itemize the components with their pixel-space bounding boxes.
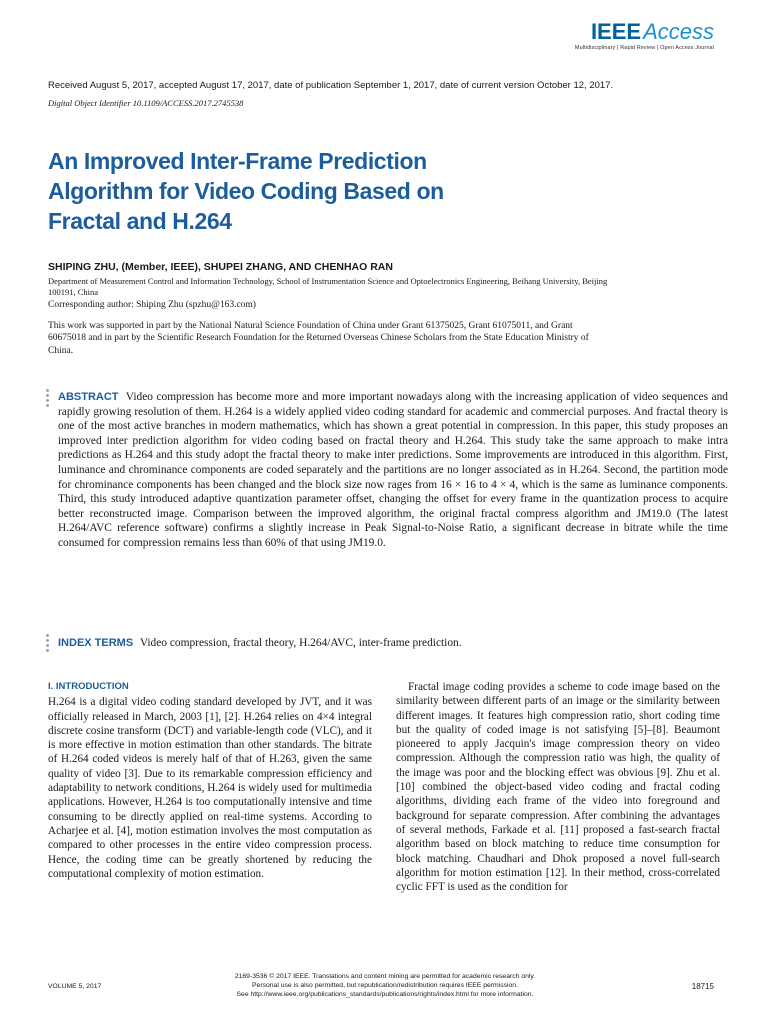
affiliation: Department of Measurement Control and Information Technology, School of Instrumentation Science and Optoelectronics Engineering, Beihang University, Beijing 100191, China bbox=[48, 276, 608, 297]
doi-line: Digital Object Identifier 10.1109/ACCESS.2017.2745538 bbox=[48, 98, 244, 108]
logo-tagline: Multidisciplinary | Rapid Review | Open Access Journal bbox=[574, 45, 714, 51]
corresponding-author: Corresponding author: Shiping Zhu (spzhu@163.com) bbox=[48, 300, 256, 310]
index-terms-text: Video compression, fractal theory, H.264/AVC, inter-frame prediction. bbox=[139, 637, 462, 649]
left-column bbox=[48, 680, 372, 881]
license-line: Personal use is also permitted, but republication/redistribution requires IEEE permission. bbox=[252, 982, 518, 989]
abstract-dots-icon bbox=[46, 389, 50, 409]
page-number: 18715 bbox=[691, 982, 714, 991]
right-column bbox=[396, 680, 720, 894]
index-terms bbox=[58, 636, 728, 651]
abstract-label: ABSTRACT bbox=[58, 391, 119, 403]
title-line: Fractal and H.264 bbox=[48, 208, 232, 234]
license-line: 2169-3536 © 2017 IEEE. Translations and content mining are permitted for academic research only. bbox=[234, 973, 536, 980]
received-dates: Received August 5, 2017, accepted August 17, 2017, date of publication September 1, 2017, date of current version October 12, 2017. bbox=[48, 80, 614, 91]
footer-license bbox=[190, 972, 580, 999]
logo-access-text: Access bbox=[643, 19, 714, 44]
intro-paragraph-right: Fractal image coding provides a scheme to code image based on the similarity between different parts of an image or the similarity between different images. It features high compression ratio, short coding time but the quality of coded image is not satisfying [5]–[8]. Beaumont pioneered to apply Jacquin's image compression theory on video compression. Although the compression ratio was high, the quality of the image was poor and the blocking effect was obvious [9]. Zhu et al. [10] combined the object-based video coding and fractal coding algorithms, dividing each frame of the video into foreground and background for separate compression. After combining the advantages of several methods, Farkade et al. [11] proposed a fast-search fractal algorithm based on block matching to reduce time consumption for block matching. Chaudhari and Dhok proposed a novel full-search algorithm for motion estimation [12]. In their method, cross-correlated cyclic FFT is used as the condition for bbox=[396, 681, 720, 894]
section-heading: I. INTRODUCTION bbox=[48, 681, 129, 692]
logo-ieee-text: IEEE bbox=[590, 19, 642, 44]
footer-volume: VOLUME 5, 2017 bbox=[48, 983, 102, 990]
paper-title bbox=[48, 146, 568, 236]
title-line: An Improved Inter-Frame Prediction bbox=[48, 148, 427, 174]
license-line: See http://www.ieee.org/publications_standards/publications/rights/index.html for more information. bbox=[236, 991, 534, 998]
funding-statement: This work was supported in part by the National Natural Science Foundation of China under Grant 61375025, Grant 61075011, and Grant 60675018 and in part by the Scientific Research Foundation for the Returned Overseas Chinese Scholars from the State Education Ministry of China. bbox=[48, 321, 589, 356]
abstract-text: Video compression has become more and more important nowadays along with the increasing application of video sequences and rapidly growing resolution of them. H.264 is a widely applied video coding standard for academic and commercial purposes. And fractal theory is one of the most active branches in modern mathematics, which has shown a great potential in compression. In this paper, this study proposes an improved inter prediction algorithm for video coding based on fractal theory and H.264. This study take the same approach to make intra predictions as H.264 and this study adopt the fractal theory to make inter predictions. Some improvements are introduced in this algorithm. First, luminance and chrominance components are coded separately and the partitions are no longer associated as in H.264. Second, the partition mode for chrominance components has been changed and the block size now rages from 16 × 16 to 4 × 4, which is the same as luminance components. Third, this study introduced adaptive quantization parameter offset, changing the offset for every frame in the quantization process to acquire better reconstructed image. Comparison between the improved algorithm, the original fractal compress algorithm and JM19.0 (The latest H.264/AVC reference software) confirms a slightly increase in Peak Signal-to-Noise Ratio, a significant decrease in bitrate while the time consumed for compression remains less than 60% of that using JM19.0. bbox=[58, 391, 728, 549]
title-line: Algorithm for Video Coding Based on bbox=[48, 178, 444, 204]
intro-paragraph-left: H.264 is a digital video coding standard developed by JVT, and it was officially released in March, 2003 [1], [2]. H.264 relies on 4×4 integral discrete cosine transform (DCT) and variable-length code (VLC), and it is more effective in motion estimation than other standards. The bitrate of H.264 coded videos is merely half of that of H.263, given the same quality of video [3]. Due to its remarkable compression efficiency and adaptability to network conditions, H.264 is widely used for multimedia applications. However, H.264 is too computationally intensive and time consuming to be directly applied on real-time systems. According to Acharjee et al. [4], motion estimation involves the most computation as compared to other processes in the entire video compression process. Hence, the coding time can be greatly shortened by reducing the computational complexity of motion estimation. bbox=[48, 696, 372, 880]
index-terms-label: INDEX TERMS bbox=[58, 637, 134, 649]
abstract bbox=[58, 390, 728, 551]
journal-logo bbox=[575, 20, 714, 51]
author-list: SHIPING ZHU, (Member, IEEE), SHUPEI ZHANG, AND CHENHAO RAN bbox=[48, 261, 393, 273]
index-terms-dots-icon bbox=[46, 634, 50, 654]
